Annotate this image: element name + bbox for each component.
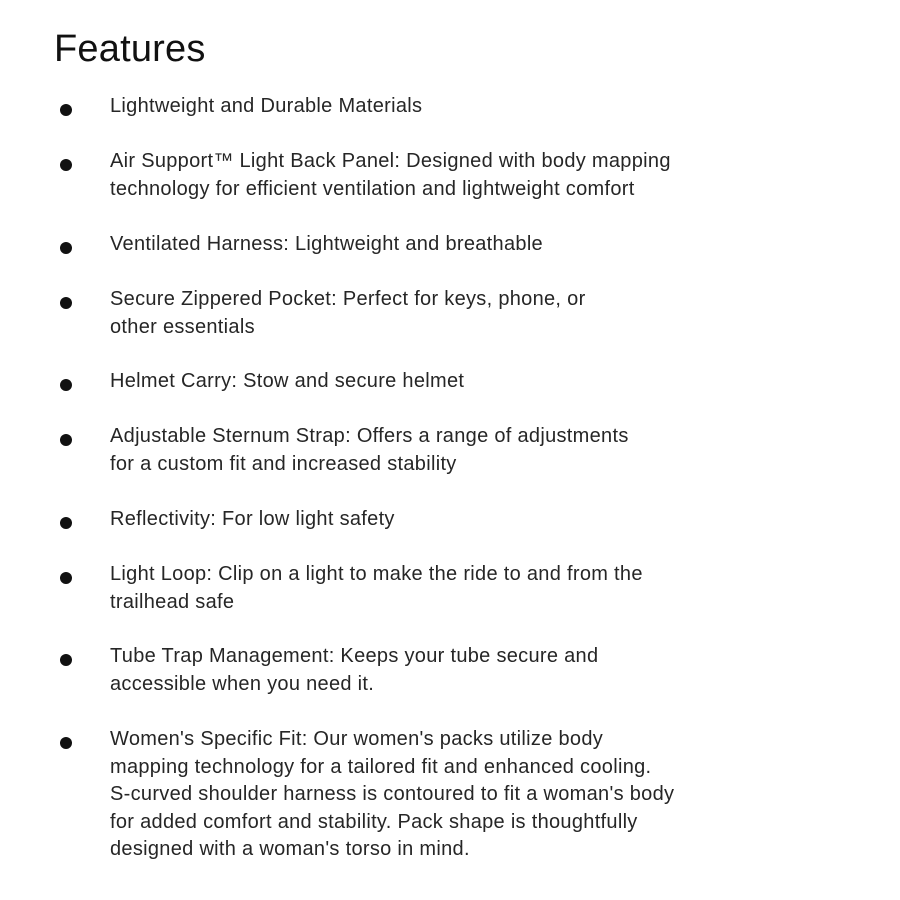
feature-text: [110, 368, 464, 396]
bullet-icon: [60, 104, 72, 116]
feature-line: Helmet Carry: Stow and secure helmet: [110, 370, 465, 392]
feature-text: [110, 561, 643, 616]
feature-text: [110, 506, 395, 534]
feature-line: for added comfort and stability. Pack shape is thoughtfully: [110, 810, 638, 833]
feature-line: Air Support™ Light Back Panel: Designed with body mapping: [110, 150, 671, 172]
feature-text: [110, 643, 598, 698]
page-title: Features: [54, 28, 206, 70]
feature-text: [110, 148, 671, 203]
feature-line: technology for efficient ventilation and lightweight comfort: [110, 177, 635, 200]
feature-text: [110, 726, 674, 864]
feature-line: designed with a woman's torso in mind.: [110, 838, 470, 860]
bullet-icon: [60, 737, 72, 749]
feature-line: for a custom fit and increased stability: [110, 452, 457, 475]
bullet-icon: [60, 654, 72, 666]
feature-line: Reflectivity: For low light safety: [110, 508, 395, 530]
bullet-icon: [60, 572, 72, 584]
feature-line: Tube Trap Management: Keeps your tube secure and: [110, 645, 599, 667]
feature-line: accessible when you need it.: [110, 672, 375, 695]
bullet-icon: [60, 434, 72, 446]
feature-line: S-curved shoulder harness is contoured to fit a woman's body: [110, 783, 675, 805]
bullet-icon: [60, 297, 72, 309]
bullet-icon: [60, 242, 72, 254]
feature-line: Women's Specific Fit: Our women's packs utilize body: [110, 728, 604, 750]
feature-text: [110, 286, 586, 341]
feature-line: Adjustable Sternum Strap: Offers a range of adjustments: [110, 425, 629, 447]
feature-line: Ventilated Harness: Lightweight and breathable: [110, 233, 543, 255]
feature-line: mapping technology for a tailored fit and enhanced cooling.: [110, 755, 652, 778]
feature-line: Secure Zippered Pocket: Perfect for keys, phone, or: [110, 288, 586, 310]
feature-line: Lightweight and Durable Materials: [110, 95, 423, 117]
bullet-icon: [60, 517, 72, 529]
feature-text: [110, 423, 629, 478]
feature-line: Light Loop: Clip on a light to make the ride to and from the: [110, 563, 643, 585]
feature-text: [110, 93, 422, 121]
bullet-icon: [60, 159, 72, 171]
feature-text: [110, 231, 543, 259]
bullet-icon: [60, 379, 72, 391]
feature-line: other essentials: [110, 315, 255, 338]
feature-line: trailhead safe: [110, 590, 235, 613]
